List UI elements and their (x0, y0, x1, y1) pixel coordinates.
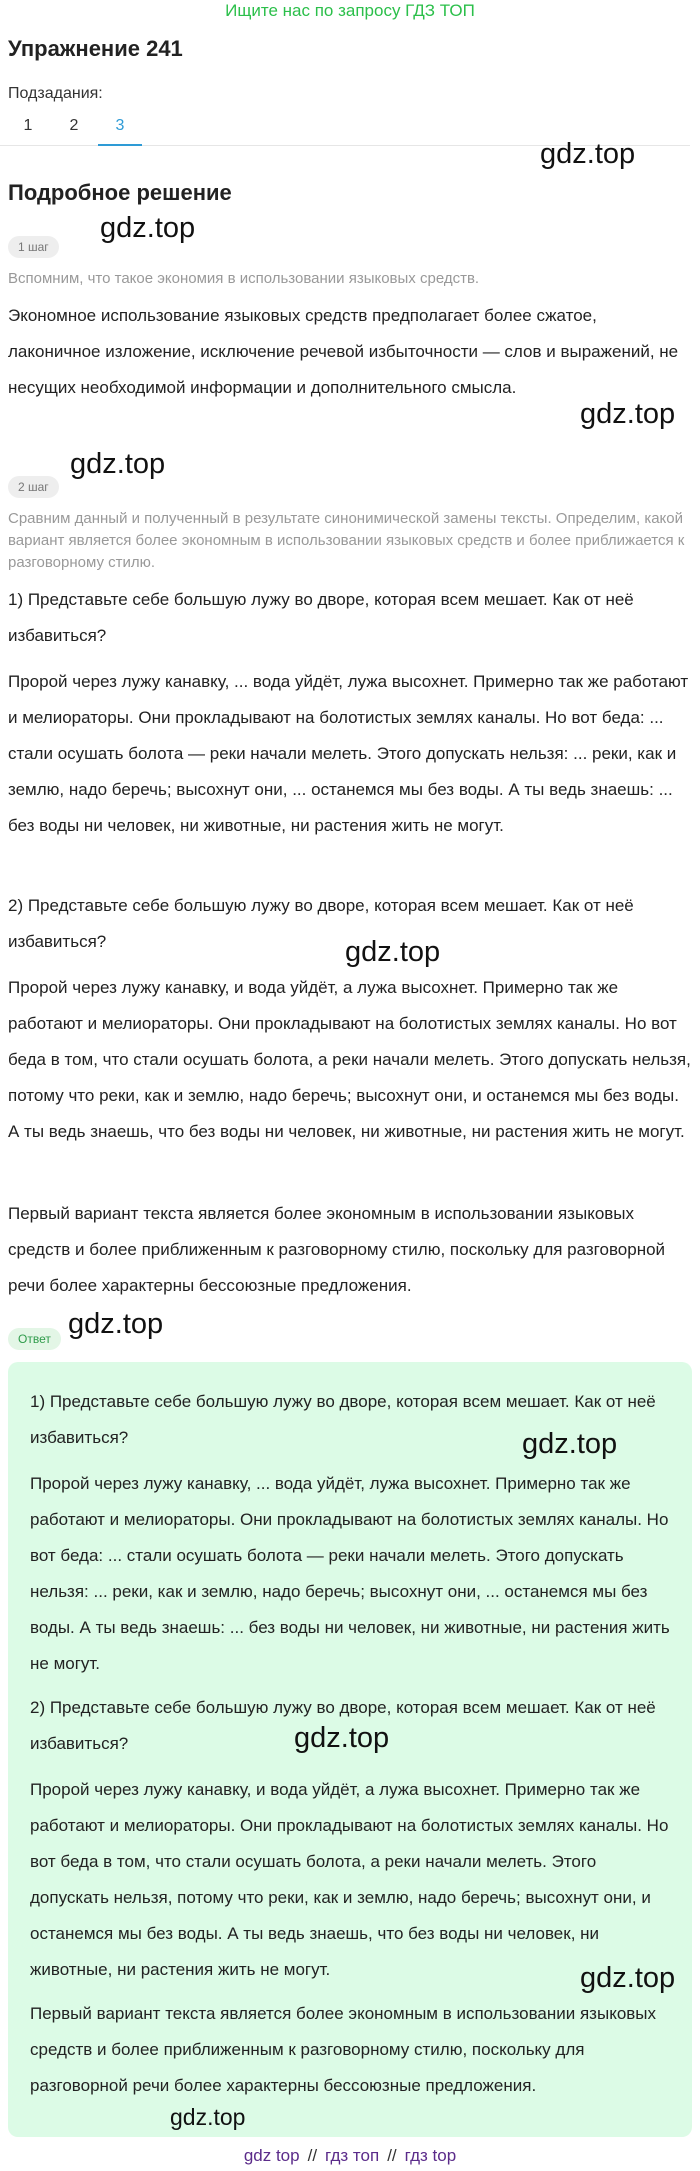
answer-conclusion: Первый вариант текста является более экономным в использовании языковых средств и более приближенным к разговорному стилю, поскольку для разговорной речи более характерны бессоюзные предложения. (30, 2004, 657, 2095)
watermark: gdz.top (100, 212, 196, 244)
solution-title: Подробное решение (8, 180, 232, 205)
answer-text-1: Пророй через лужу канавку, ... вода уйдёт, лужа высохнет. Примерно так же работают и мелиораторы. Они прокладывают на болотистых землях каналы. Но вот беда: ... стали осушать болота — реки начали мелеть. Этого допускать нельзя: ... реки, как и землю, надо беречь; высохнут они, ... останемся мы без воды. А ты ведь знаешь: ... без воды ни человек, ни животные, ни растения жить не могут. (30, 1474, 670, 1673)
watermark: gdz.top (68, 1308, 164, 1340)
step-1-text: Экономное использование языковых средств предполагает более сжатое, лаконичное изложение, исключение речевой избыточности — слов и выражений, не несущих необходимой информации и дополнительного смысла. (8, 306, 679, 397)
step-2-hint: Сравним данный и полученный в результате синонимической замены тексты. Определим, какой вариант является более экономным в использовании языковых средств и более приближается к разговорному стилю. (8, 510, 685, 571)
step-2-question-1: 1) Представьте себе большую лужу во дворе, которая всем мешает. Как от неё избавиться? (8, 590, 634, 645)
watermark: gdz.top (70, 448, 166, 480)
watermark: gdz.top (580, 398, 676, 430)
exercise-title: Упражнение 241 (8, 36, 183, 61)
watermark: gdz.top (170, 2104, 246, 2130)
step-1-hint: Вспомним, что такое экономия в использовании языковых средств. (8, 270, 480, 287)
watermark: gdz.top (540, 138, 636, 170)
step-2-badge: 2 шаг (8, 476, 59, 498)
step-2-text-2: Пророй через лужу канавку, и вода уйдёт, а лужа высохнет. Примерно так же работают и мелиораторы. Они прокладывают на болотистых землях каналы. Но вот беда в том, что стали осушать болота, а реки начали мелеть. Этого допускать нельзя, потому что реки, как и землю, надо беречь; высохнут они, и останемся мы без воды. А ты ведь знаешь, что без воды ни человек, ни животные, ни растения жить не могут. (8, 978, 691, 1141)
step-2-conclusion: Первый вариант текста является более экономным в использовании языковых средств и более приближенным к разговорному стилю, поскольку для разговорной речи более характерны бессоюзные предложения. (8, 1204, 666, 1295)
footer-link-1[interactable]: gdz top (243, 2146, 300, 2165)
watermark: gdz.top (580, 1962, 676, 1994)
tab-1[interactable]: 1 (23, 117, 33, 134)
footer-link-2[interactable]: гдз топ (325, 2146, 380, 2165)
answer-question-1: 1) Представьте себе большую лужу во дворе, которая всем мешает. Как от неё избавиться? (30, 1392, 656, 1447)
answer-badge: Ответ (8, 1328, 61, 1350)
answer-text-2: Пророй через лужу канавку, и вода уйдёт, а лужа высохнет. Примерно так же работают и мелиораторы. Они прокладывают на болотистых землях каналы. Но вот беда в том, что стали осушать болота, а реки начали мелеть. Этого допускать нельзя, потому что реки, как и землю, надо беречь; высохнут они, и останемся мы без воды. А ты ведь знаешь, что без воды ни человек, ни животные, ни растения жить не могут. (30, 1780, 669, 1979)
watermark: gdz.top (345, 936, 441, 968)
answer-question-2: 2) Представьте себе большую лужу во дворе, которая всем мешает. Как от неё избавиться? (30, 1698, 656, 1753)
footer-link-3[interactable]: гдз top (404, 2146, 457, 2165)
subtasks-label: Подзадания: (8, 85, 103, 102)
step-2-text-1: Пророй через лужу канавку, ... вода уйдёт, лужа высохнет. Примерно так же работают и мелиораторы. Они прокладывают на болотистых землях каналы. Но вот беда: ... стали осушать болота — реки начали мелеть. Этого допускать нельзя: ... реки, как и землю, надо беречь; высохнут они, ... останемся мы без воды. А ты ведь знаешь: ... без воды ни человек, ни животные, ни растения жить не могут. (8, 672, 689, 835)
step-2-question-2: 2) Представьте себе большую лужу во дворе, которая всем мешает. Как от неё избавиться? (8, 896, 634, 951)
top-banner[interactable]: Ищите нас по запросу ГДЗ ТОП (225, 1, 475, 20)
footer-links (0, 2146, 700, 2166)
footer-separator: // (307, 2146, 318, 2165)
footer-separator: // (387, 2146, 397, 2165)
tab-3[interactable]: 3 (98, 114, 142, 146)
watermark: gdz.top (522, 1428, 618, 1460)
step-1-badge: 1 шаг (8, 236, 59, 258)
watermark: gdz.top (294, 1722, 390, 1754)
tab-2[interactable]: 2 (69, 117, 79, 134)
